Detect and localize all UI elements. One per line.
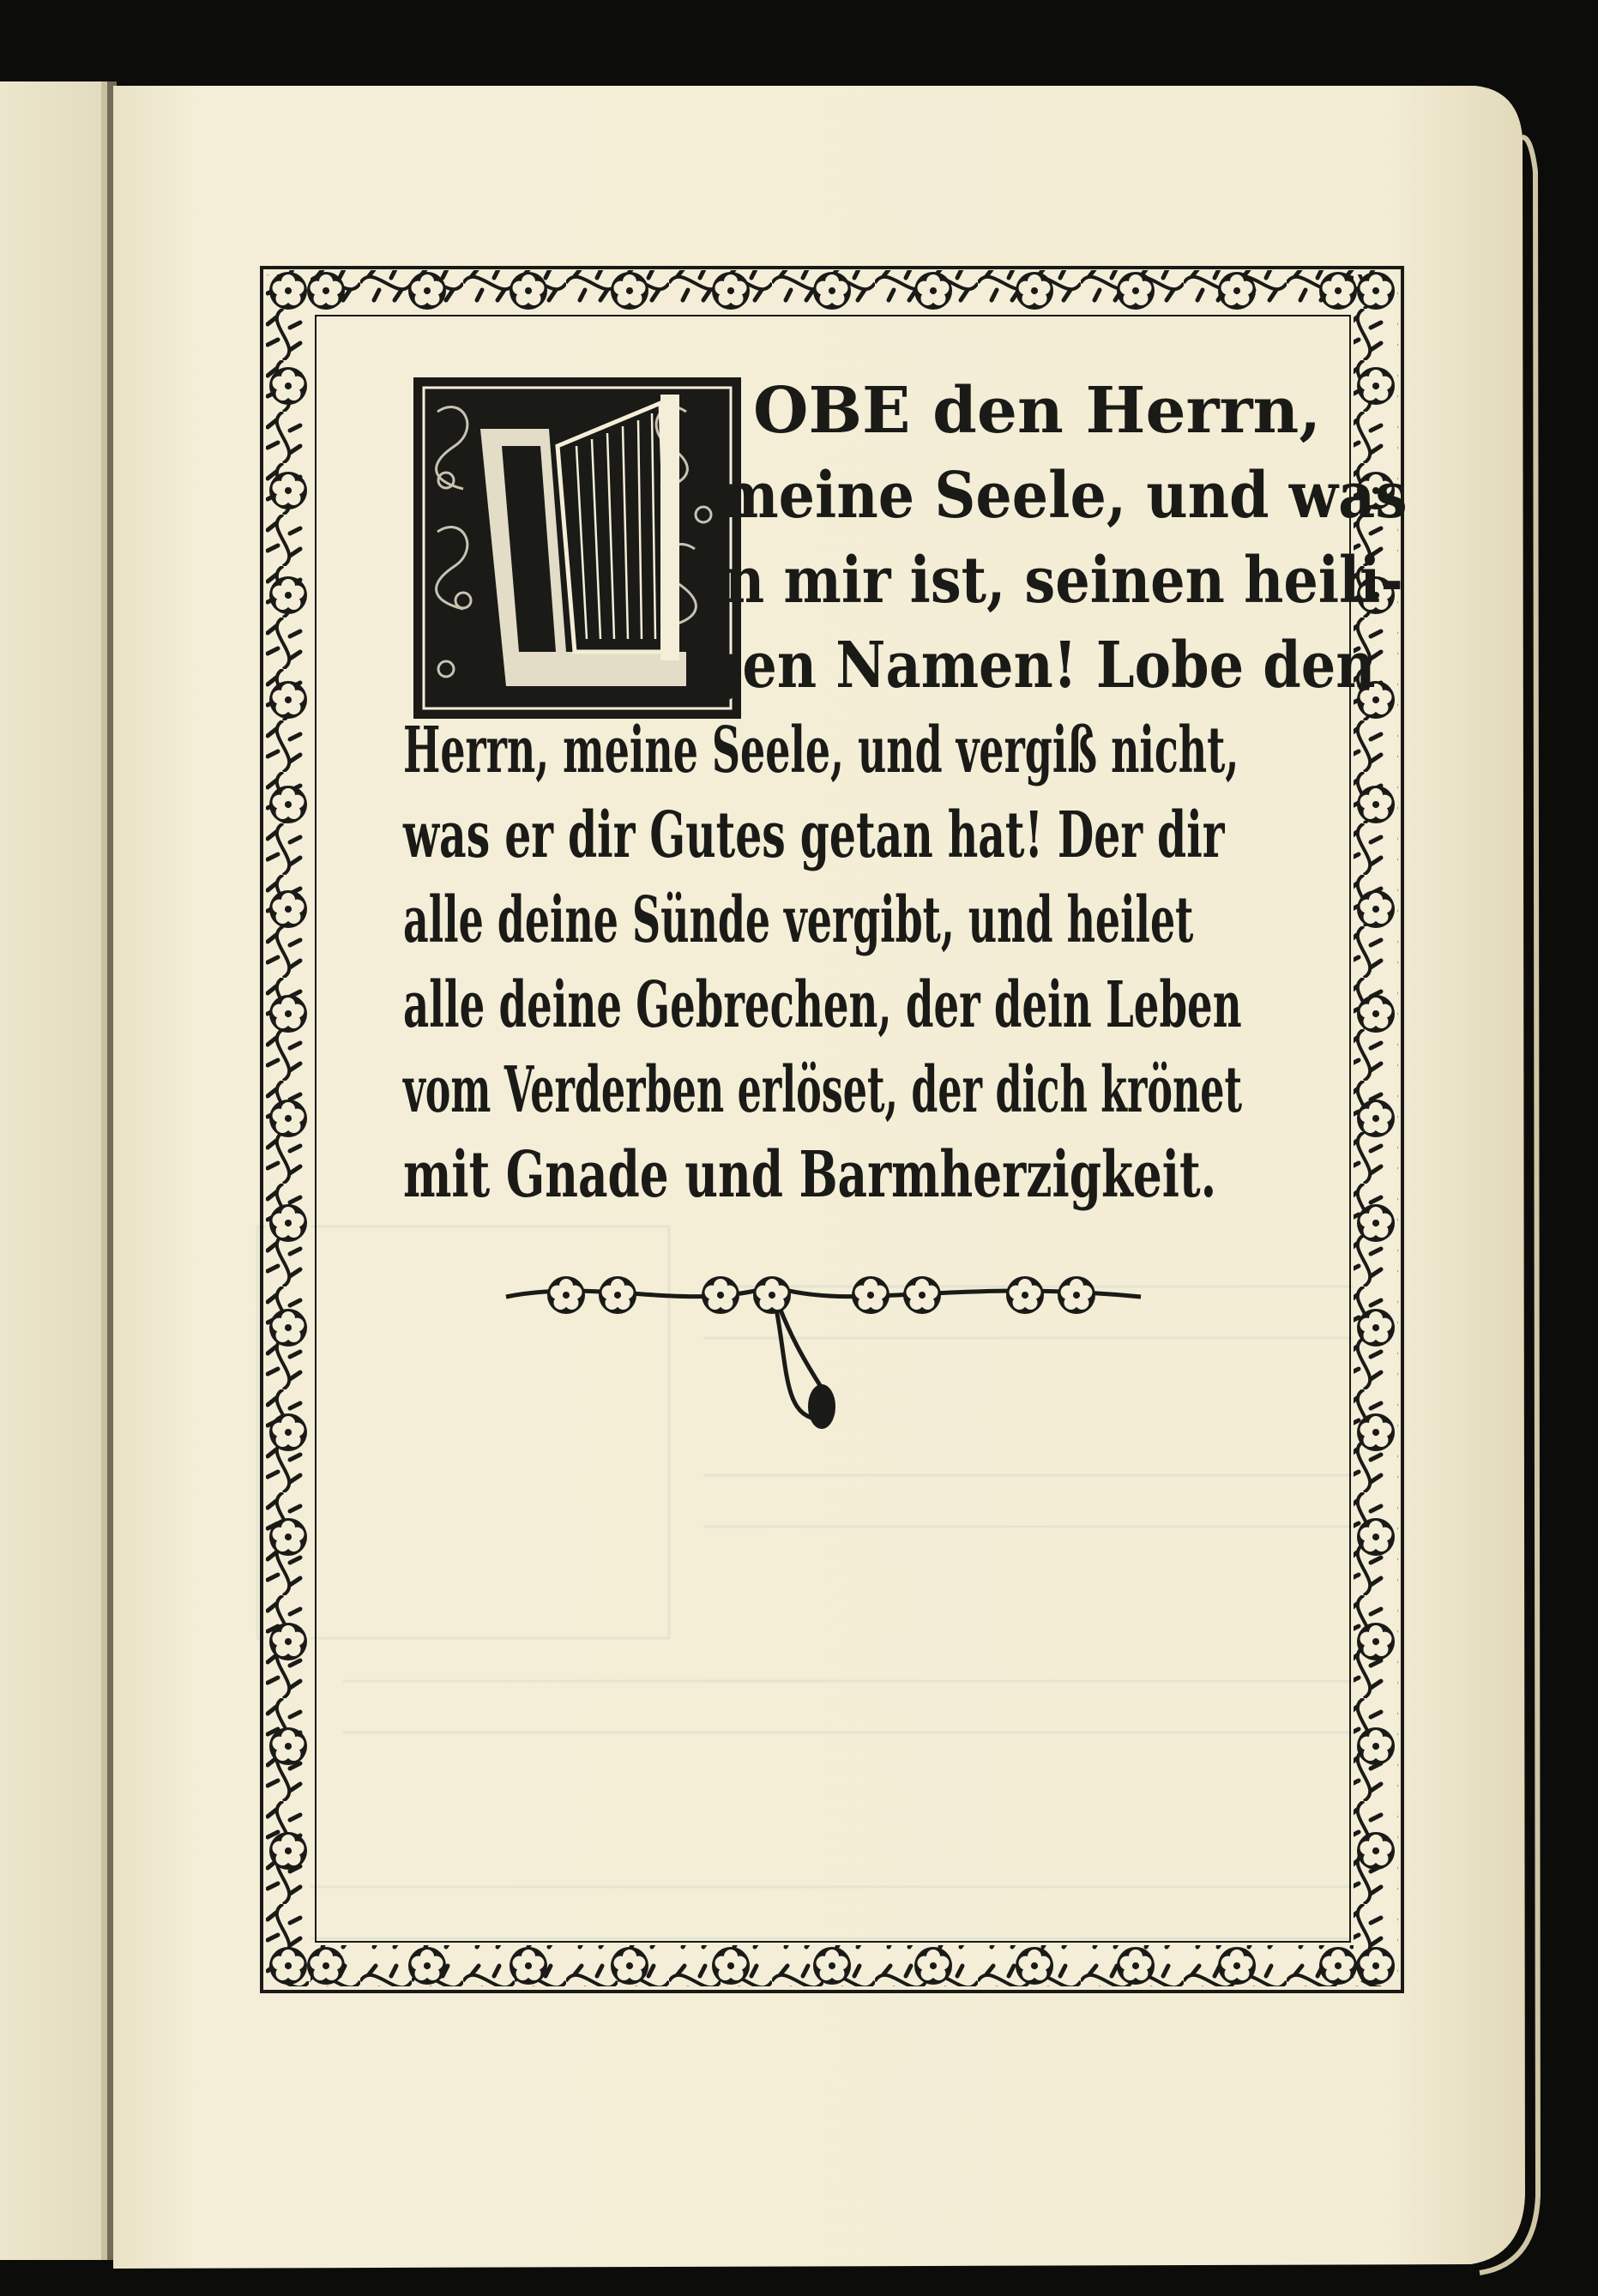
text-line-8: alle deine Gebrechen, der dein Leben: [403, 968, 1242, 1042]
flower-icon: [1319, 272, 1357, 310]
flower-icon: [1357, 1413, 1395, 1451]
flower-icon: [1357, 1623, 1395, 1660]
text-line-4: gen Namen! Lobe den: [703, 629, 1376, 702]
flower-icon: [914, 1947, 952, 1985]
flower-icon: [1357, 1832, 1395, 1870]
flower-icon: [1016, 1947, 1053, 1985]
flower-icon: [510, 272, 547, 310]
text-line-10: mit Gnade und Barmherzigkeit.: [403, 1138, 1217, 1212]
flower-icon: [269, 1623, 307, 1660]
flower-icon: [547, 1276, 585, 1314]
flower-icon: [599, 1276, 636, 1314]
flower-icon: [269, 472, 307, 509]
flower-icon: [269, 786, 307, 823]
flower-icon: [1357, 1518, 1395, 1556]
flower-icon: [1357, 1100, 1395, 1137]
flower-icon: [269, 576, 307, 614]
flower-icon: [1016, 272, 1053, 310]
flower-icon: [269, 1947, 307, 1985]
flower-icon: [1357, 995, 1395, 1033]
flower-icon: [1357, 786, 1395, 823]
flower-icon: [1058, 1276, 1095, 1314]
flower-icon: [753, 1276, 791, 1314]
flower-icon: [1357, 890, 1395, 928]
text-line-9: vom Verderben erlöset, der dich krönet: [403, 1053, 1243, 1127]
flower-icon: [712, 1947, 750, 1985]
flower-icon: [813, 1947, 851, 1985]
left-page: [0, 81, 107, 2260]
flower-icon: [1357, 1309, 1395, 1347]
flower-icon: [611, 1947, 648, 1985]
flower-icon: [269, 1100, 307, 1137]
flower-icon: [269, 1413, 307, 1451]
flower-icon: [1218, 1947, 1256, 1985]
flower-icon: [1357, 272, 1395, 310]
flower-icon: [1319, 1947, 1357, 1985]
flower-icon: [1117, 272, 1155, 310]
flower-icon: [269, 1309, 307, 1347]
flower-icon: [269, 1832, 307, 1870]
flower-icon: [269, 995, 307, 1033]
flower-icon: [1117, 1947, 1155, 1985]
flower-icon: [408, 272, 446, 310]
flower-icon: [269, 1727, 307, 1765]
text-line-5: Herrn, meine Seele, und vergiß nicht,: [403, 714, 1239, 787]
flower-icon: [1357, 1727, 1395, 1765]
flower-icon: [1006, 1276, 1044, 1314]
text-line-2: meine Seele, und was: [718, 459, 1408, 533]
flower-icon: [510, 1947, 547, 1985]
flower-icon: [1357, 1204, 1395, 1242]
text-line-1: OBE den Herrn,: [753, 374, 1322, 448]
flower-icon: [269, 367, 307, 405]
flower-icon: [903, 1276, 941, 1314]
flower-icon: [852, 1276, 889, 1314]
text-line-3: in mir ist, seinen heili-: [703, 544, 1403, 618]
flower-icon: [914, 272, 952, 310]
flower-icon: [269, 1518, 307, 1556]
text-line-6: was er dir Gutes getan hat! Der dir: [403, 798, 1225, 872]
flower-icon: [269, 272, 307, 310]
flower-icon: [1218, 272, 1256, 310]
flower-icon: [408, 1947, 446, 1985]
flower-icon: [1357, 367, 1395, 405]
flower-icon: [712, 272, 750, 310]
flower-icon: [307, 1947, 345, 1985]
flower-icon: [702, 1276, 739, 1314]
flower-icon: [307, 272, 345, 310]
flower-icon: [269, 681, 307, 719]
flower-icon: [1357, 1947, 1395, 1985]
text-line-7: alle deine Sünde vergibt, und heilet: [403, 883, 1194, 957]
flower-icon: [611, 272, 648, 310]
flower-icon: [269, 1204, 307, 1242]
psalm-text: [403, 369, 1408, 1218]
flower-icon: [813, 272, 851, 310]
flower-icon: [269, 890, 307, 928]
